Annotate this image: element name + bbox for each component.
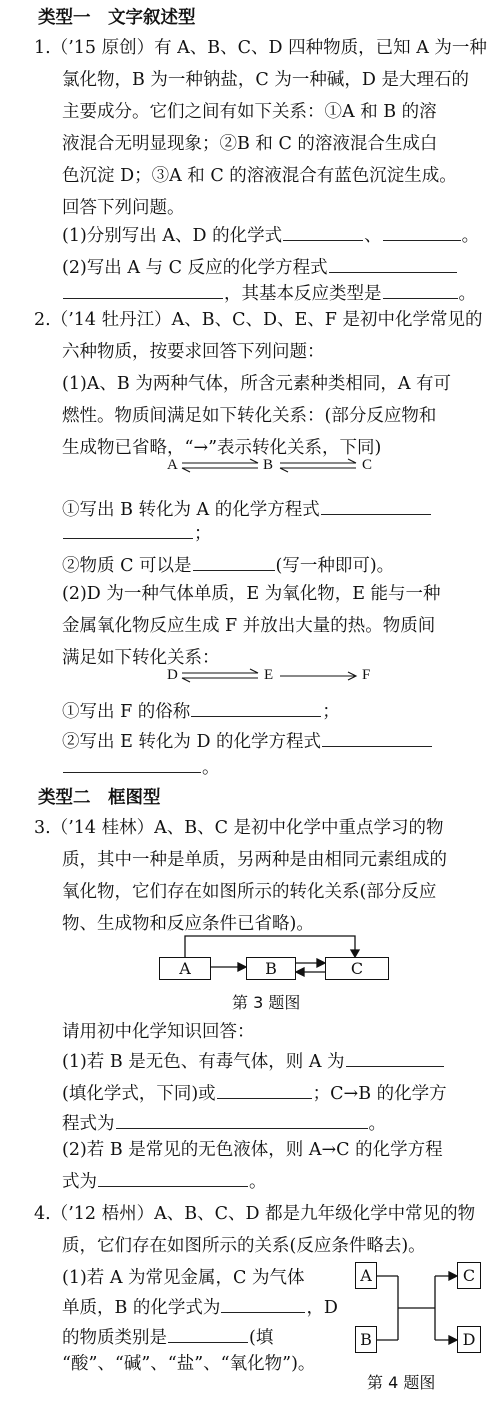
- q3-part1-end: 。: [368, 1114, 386, 1134]
- q3-part1-eq-text: 程式为: [62, 1114, 115, 1134]
- q2-sub2-text: ②物质 C 可以是: [62, 556, 192, 576]
- q1-part1-text: (1)分别写出 A、D 的化学式: [62, 226, 283, 246]
- q1-line-4: 液混合无明显现象；②B 和 C 的溶液混合生成白: [62, 134, 438, 154]
- q2-sub1-end: ；: [194, 524, 212, 544]
- q3-figure-caption: 第 3 题图: [232, 993, 301, 1012]
- q3-part1-note: (填化学式，下同)或: [62, 1084, 216, 1104]
- q2-line-4: 燃性。物质间满足如下转化关系：(部分反应物和: [62, 406, 437, 426]
- q4-figure-caption: 第 4 题图: [367, 1373, 436, 1392]
- q4-line-5-text: 的物质类别是: [62, 1328, 167, 1348]
- q3-line-1: 3.（’14 桂林）A、B、C 是初中化学中重点学习的物: [34, 818, 444, 838]
- chain1-node-c: C: [362, 457, 373, 473]
- q2-sub4-text: ②写出 E 转化为 D 的化学方程式: [62, 732, 322, 752]
- q1-line-3: 主要成分。它们之间有如下关系：①A 和 B 的溶: [62, 102, 437, 122]
- q3-part1-text: (1)若 B 是无色、有毒气体，则 A 为: [62, 1052, 345, 1072]
- q1-part2-type-text: ，其基本反应类型是: [224, 284, 382, 304]
- q3-line-5: 请用初中化学知识回答：: [62, 1022, 255, 1042]
- q4-line-5-end: (填: [249, 1328, 274, 1348]
- q4-box-c: C: [457, 1262, 481, 1289]
- q3-part1-cb-text: ；C→B 的化学方: [312, 1084, 447, 1104]
- section-heading-type2: 类型二 框图型: [38, 788, 161, 808]
- q1-line-1: 1.（’15 原创）有 A、B、C、D 四种物质，已知 A 为一种: [34, 38, 487, 58]
- q4-line-2: 质，它们存在如图所示的关系(反应条件略去)。: [62, 1236, 426, 1256]
- q3-line-4: 物、生成物和反应条件已省略)。: [62, 914, 314, 934]
- q3-box-c: C: [325, 957, 389, 980]
- q4-box-a: A: [355, 1262, 377, 1289]
- q4-box-d: D: [457, 1326, 481, 1353]
- q1-line-2: 氯化物，B 为一种钠盐，C 为一种碱，D 是大理石的: [62, 70, 469, 90]
- q2-line-2: 六种物质，按要求回答下列问题：: [62, 342, 325, 362]
- q1-part2-text: (2)写出 A 与 C 反应的化学方程式: [62, 258, 328, 278]
- q3-box-a: A: [159, 957, 211, 980]
- q3-part2-end: 。: [249, 1172, 267, 1192]
- section-heading-type1: 类型一 文字叙述型: [38, 8, 196, 28]
- chain2-node-e: E: [264, 667, 274, 683]
- q2-sub2-note: (写一种即可)。: [275, 556, 395, 576]
- q2-sub4-end: 。: [202, 758, 220, 778]
- q2-line-5: 生成物已省略，“→”表示转化关系，下同): [62, 438, 382, 458]
- q3-line-2: 质，其中一种是单质，另两种是由相同元素组成的: [62, 850, 447, 870]
- q2-line-1: 2.（’14 牡丹江）A、B、C、D、E、F 是初中化学常见的: [34, 310, 483, 330]
- q3-box-b: B: [246, 957, 296, 980]
- q2-line-6: (2)D 为一种气体单质，E 为氧化物，E 能与一种: [62, 584, 441, 604]
- q3-line-3: 氧化物，它们存在如图所示的转化关系(部分反应: [62, 882, 437, 902]
- chain1-node-b: B: [263, 457, 274, 473]
- q4-line-4-text: 单质，B 的化学式为: [62, 1298, 221, 1318]
- q3-part2: (2)若 B 是常见的无色液体，则 A→C 的化学方程: [62, 1140, 443, 1160]
- q4-line-3: (1)若 A 为常见金属，C 为气体: [62, 1268, 305, 1288]
- q4-line-4-end: ，D: [306, 1298, 338, 1318]
- q2-line-8: 满足如下转化关系：: [62, 648, 220, 668]
- q2-line-7: 金属氧化物反应生成 F 并放出大量的热。物质间: [62, 616, 436, 636]
- q3-part2-eq-text: 式为: [62, 1172, 97, 1192]
- chain2-node-f: F: [362, 667, 371, 683]
- q1-part1-end: 。: [461, 226, 480, 246]
- q1-line-6: 回答下列问题。: [62, 198, 185, 218]
- q2-line-3: (1)A、B 为两种气体，所含元素种类相同，A 有可: [62, 374, 452, 394]
- q2-sub3-text: ①写出 F 的俗称: [62, 702, 191, 722]
- q1-line-5: 色沉淀 D；③A 和 C 的溶液混合有蓝色沉淀生成。: [62, 166, 457, 186]
- q2-sub3-end: ；: [322, 702, 340, 722]
- q2-sub1-text: ①写出 B 转化为 A 的化学方程式: [62, 500, 320, 520]
- q4-line-6: “酸”、“碱”、“盐”、“氧化物”)。: [62, 1354, 316, 1374]
- chain1-node-a: A: [167, 457, 178, 473]
- q4-box-b: B: [355, 1326, 377, 1353]
- q4-line-1: 4.（’12 梧州）A、B、C、D 都是九年级化学中常见的物: [34, 1204, 476, 1224]
- chain2-node-d: D: [167, 667, 178, 683]
- q1-part2-end: 。: [458, 284, 476, 304]
- q1-part1-sep: 、: [364, 226, 382, 246]
